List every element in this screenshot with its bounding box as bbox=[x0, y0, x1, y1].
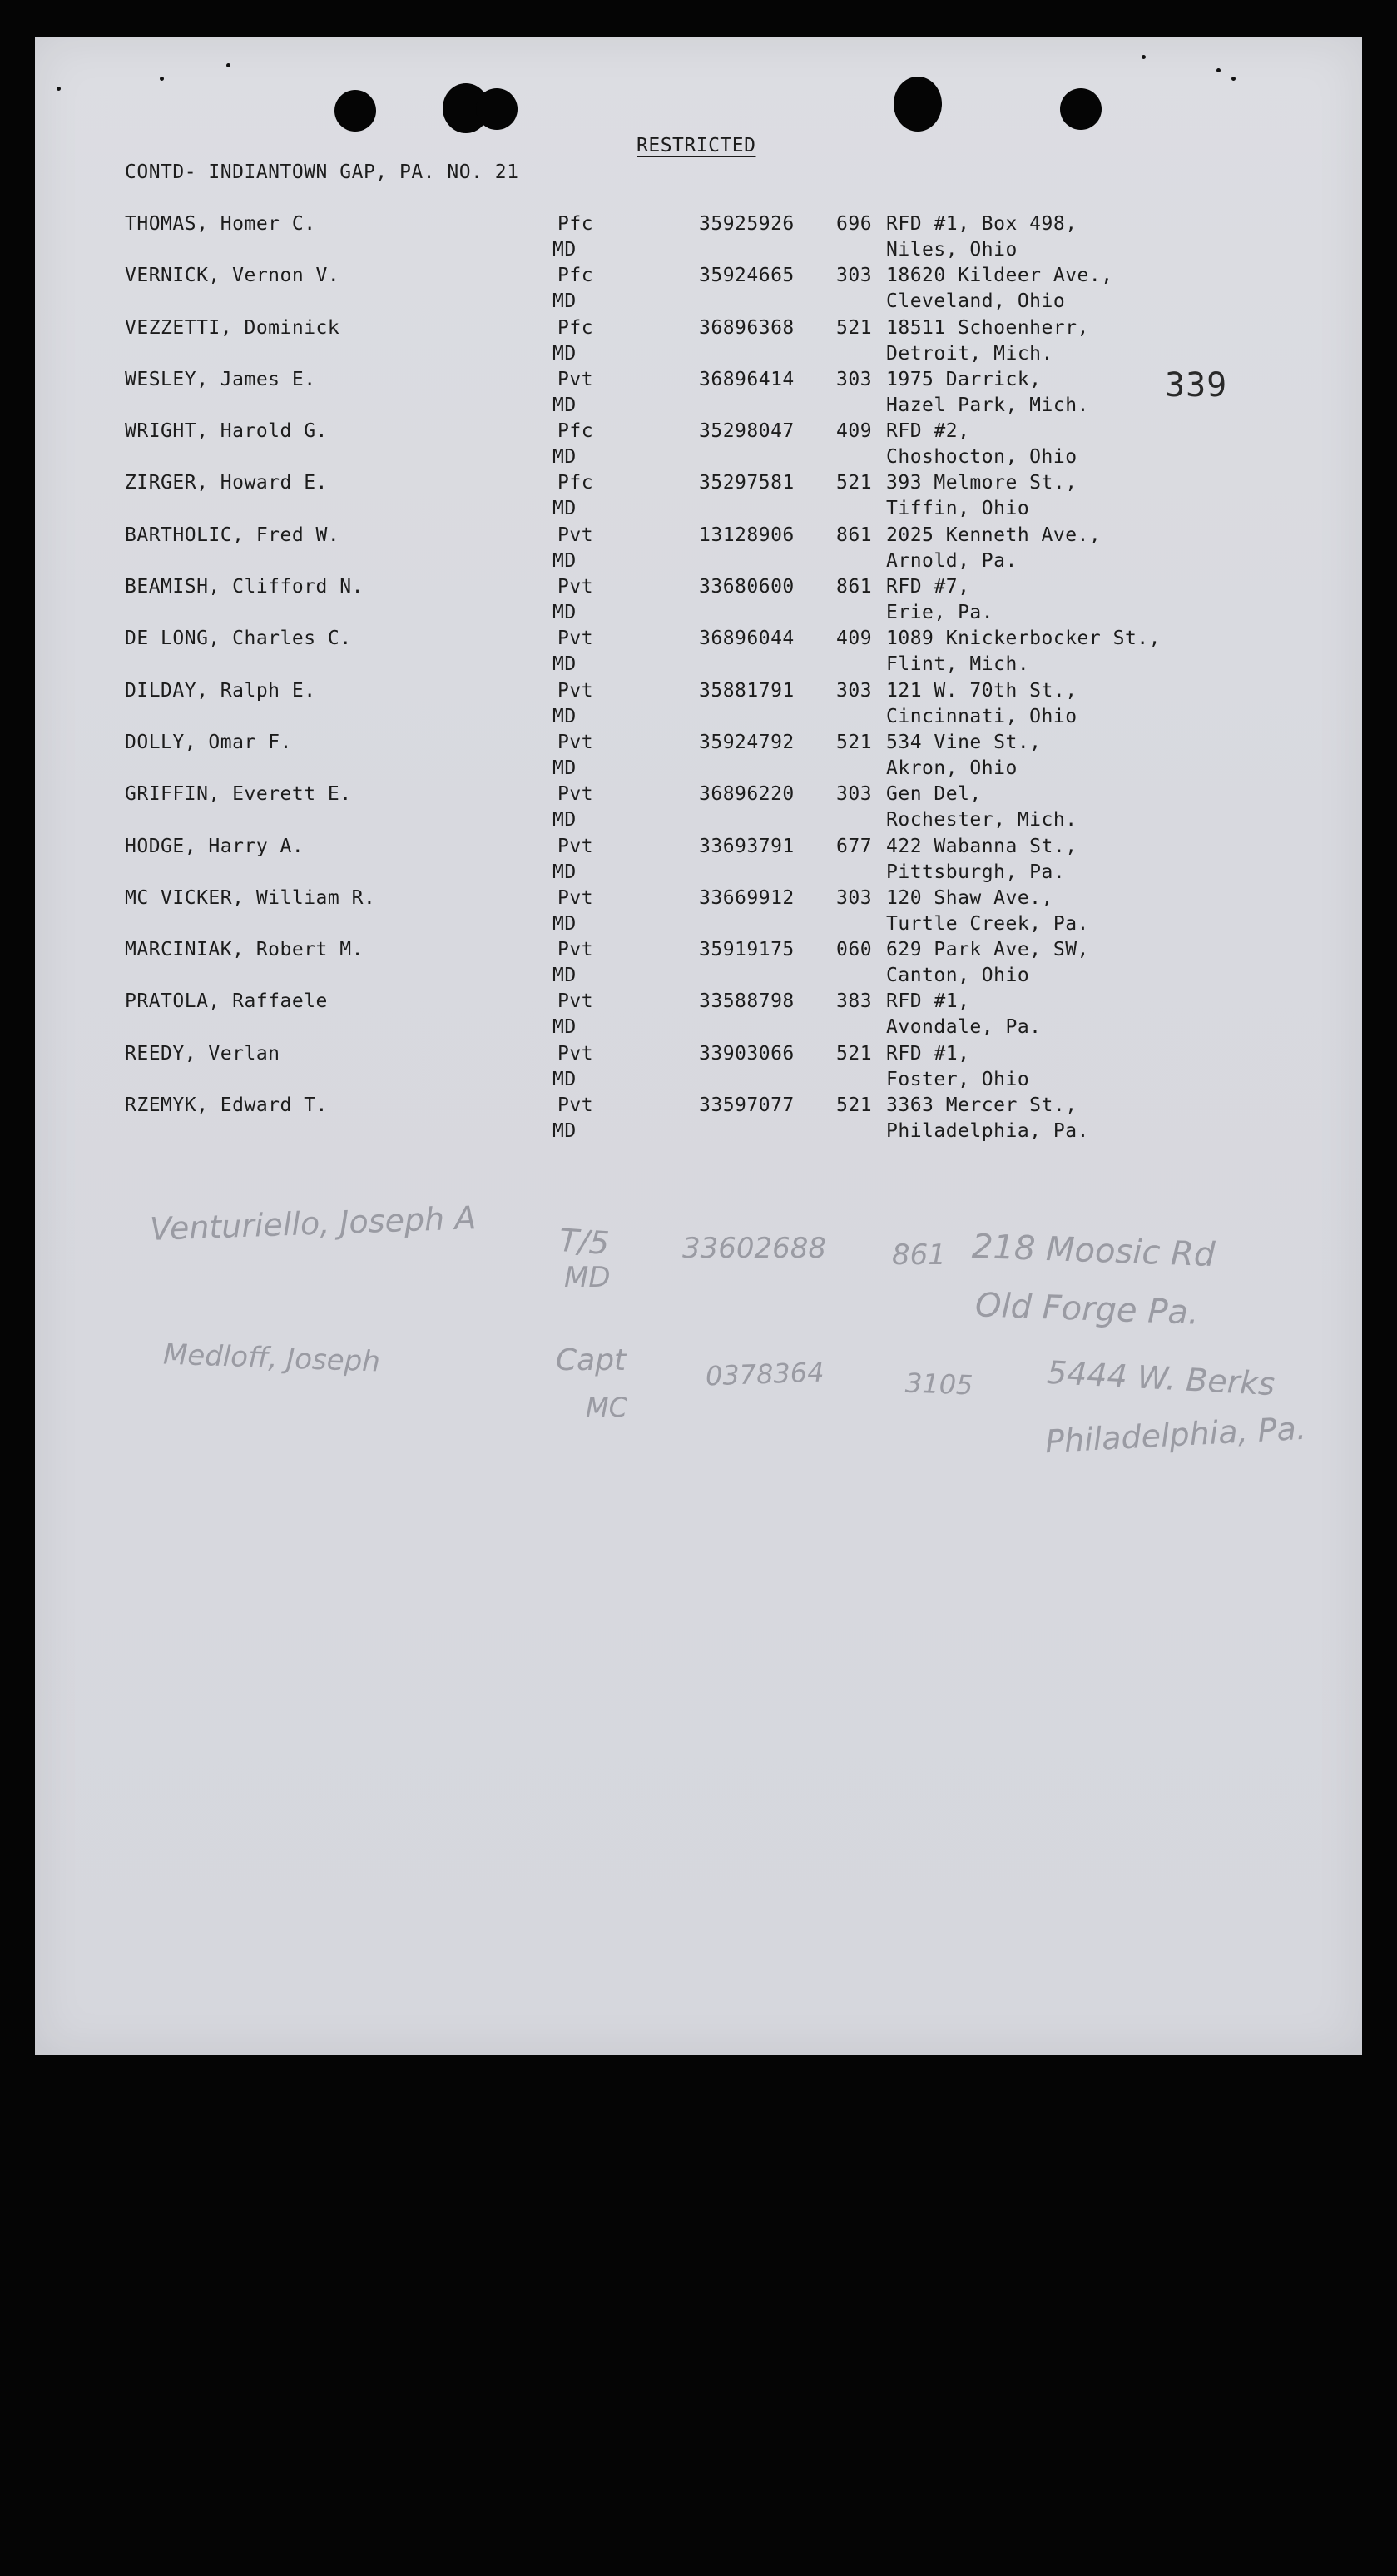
home-address bbox=[886, 834, 1077, 886]
home-address bbox=[886, 211, 1077, 263]
rank-unit bbox=[552, 937, 594, 989]
unit: MD bbox=[552, 1068, 577, 1090]
soldier-name: ZIRGER, Howard E. bbox=[125, 472, 328, 494]
handwritten-addr2: Philadelphia, Pa. bbox=[1044, 1409, 1307, 1461]
home-address bbox=[886, 470, 1077, 522]
address-street: 120 Shaw Ave., bbox=[886, 886, 1053, 909]
rank: Pfc bbox=[557, 420, 594, 443]
address-city: Niles, Ohio bbox=[886, 239, 1018, 261]
specialty-code: 303 bbox=[836, 886, 873, 909]
unit: MD bbox=[552, 705, 577, 727]
soldier-name: DILDAY, Ralph E. bbox=[125, 679, 316, 702]
address-street: 1975 Darrick, bbox=[886, 368, 1042, 390]
rank: Pvt bbox=[557, 939, 594, 961]
unit: MD bbox=[552, 602, 577, 624]
serial-number: 36896414 bbox=[699, 368, 795, 390]
serial-number: 35925926 bbox=[699, 213, 795, 235]
address-street: 18620 Kildeer Ave., bbox=[886, 265, 1113, 287]
home-address bbox=[886, 626, 1161, 678]
rank-unit bbox=[552, 367, 594, 419]
home-address bbox=[886, 574, 993, 626]
handwritten-code: 3105 bbox=[904, 1367, 974, 1402]
soldier-name: GRIFFIN, Everett E. bbox=[125, 783, 352, 806]
soldier-name: MC VICKER, William R. bbox=[125, 886, 376, 909]
serial-number: 35297581 bbox=[699, 472, 795, 494]
handwritten-rank: Capt bbox=[556, 1343, 627, 1377]
roster-row bbox=[125, 263, 1290, 315]
unit: MD bbox=[552, 239, 577, 261]
punch-hole bbox=[476, 88, 518, 130]
soldier-name: DE LONG, Charles C. bbox=[125, 628, 352, 650]
rank: Pfc bbox=[557, 213, 594, 235]
speck bbox=[57, 87, 61, 91]
address-city: Turtle Creek, Pa. bbox=[886, 912, 1089, 935]
roster-row bbox=[125, 626, 1290, 678]
rank-unit bbox=[552, 470, 594, 522]
roster-row bbox=[125, 315, 1290, 367]
rank-unit bbox=[552, 1093, 594, 1144]
roster-row bbox=[125, 574, 1290, 626]
specialty-code: 521 bbox=[836, 731, 873, 753]
rank-unit bbox=[552, 419, 594, 470]
soldier-name: THOMAS, Homer C. bbox=[125, 213, 316, 235]
speck bbox=[226, 63, 230, 67]
address-street: 534 Vine St., bbox=[886, 731, 1042, 753]
roster-row bbox=[125, 523, 1290, 574]
address-street: RFD #7, bbox=[886, 576, 970, 598]
address-street: 393 Melmore St., bbox=[886, 472, 1077, 494]
rank-unit bbox=[552, 523, 594, 574]
roster-row bbox=[125, 989, 1290, 1040]
rank-unit bbox=[552, 782, 594, 833]
specialty-code: 303 bbox=[836, 368, 873, 390]
punch-hole bbox=[894, 77, 942, 132]
rank-unit bbox=[552, 263, 594, 315]
address-city: Cleveland, Ohio bbox=[886, 290, 1066, 313]
handwritten-addr1: 5444 W. Berks bbox=[1046, 1353, 1276, 1403]
rank-unit bbox=[552, 834, 594, 886]
home-address bbox=[886, 1093, 1089, 1144]
handwritten-serial: 33602688 bbox=[682, 1232, 827, 1265]
roster-row bbox=[125, 937, 1290, 989]
rank: Pvt bbox=[557, 731, 594, 753]
address-city: Hazel Park, Mich. bbox=[886, 394, 1089, 416]
address-city: Pittsburgh, Pa. bbox=[886, 861, 1066, 883]
handwritten-code: 861 bbox=[892, 1238, 946, 1272]
rank-unit bbox=[552, 315, 594, 367]
specialty-code: 521 bbox=[836, 472, 873, 494]
serial-number: 33680600 bbox=[699, 576, 795, 598]
unit: MD bbox=[552, 498, 577, 520]
rank: Pvt bbox=[557, 628, 594, 650]
unit: MD bbox=[552, 809, 577, 831]
rank-unit bbox=[552, 678, 594, 730]
specialty-code: 521 bbox=[836, 1042, 873, 1065]
address-city: Erie, Pa. bbox=[886, 602, 994, 624]
unit: MD bbox=[552, 912, 577, 935]
home-address bbox=[886, 419, 1077, 470]
serial-number: 35881791 bbox=[699, 679, 795, 702]
unit: MD bbox=[552, 757, 577, 779]
serial-number: 33903066 bbox=[699, 1042, 795, 1065]
address-street: 18511 Schoenherr, bbox=[886, 316, 1089, 339]
roster-row bbox=[125, 1041, 1290, 1093]
rank-unit bbox=[552, 1041, 594, 1093]
rank-unit bbox=[552, 989, 594, 1040]
handwritten-unit: MC bbox=[586, 1392, 627, 1423]
rank: Pvt bbox=[557, 1042, 594, 1065]
roster-table bbox=[125, 211, 1290, 1144]
address-city: Akron, Ohio bbox=[886, 757, 1018, 779]
address-city: Tiffin, Ohio bbox=[886, 498, 1030, 520]
soldier-name: PRATOLA, Raffaele bbox=[125, 990, 328, 1013]
serial-number: 35924665 bbox=[699, 265, 795, 287]
rank: Pvt bbox=[557, 1094, 594, 1117]
address-street: 3363 Mercer St., bbox=[886, 1094, 1077, 1117]
rank: Pvt bbox=[557, 783, 594, 806]
address-street: RFD #1, Box 498, bbox=[886, 213, 1077, 235]
home-address bbox=[886, 937, 1089, 989]
roster-row bbox=[125, 470, 1290, 522]
roster-row bbox=[125, 211, 1290, 263]
soldier-name: HODGE, Harry A. bbox=[125, 835, 305, 857]
specialty-code: 303 bbox=[836, 265, 873, 287]
address-city: Avondale, Pa. bbox=[886, 1016, 1042, 1039]
speck bbox=[160, 77, 164, 81]
rank-unit bbox=[552, 574, 594, 626]
page-number-stamp: 339 bbox=[1165, 366, 1228, 405]
home-address bbox=[886, 730, 1042, 782]
roster-row bbox=[125, 834, 1290, 886]
soldier-name: WESLEY, James E. bbox=[125, 368, 316, 390]
serial-number: 33669912 bbox=[699, 886, 795, 909]
serial-number: 35924792 bbox=[699, 731, 795, 753]
serial-number: 35919175 bbox=[699, 939, 795, 961]
home-address bbox=[886, 263, 1113, 315]
unit: MD bbox=[552, 861, 577, 883]
rank: Pfc bbox=[557, 472, 594, 494]
roster-row bbox=[125, 419, 1290, 470]
address-city: Foster, Ohio bbox=[886, 1068, 1030, 1090]
specialty-code: 677 bbox=[836, 835, 873, 857]
serial-number: 36896220 bbox=[699, 783, 795, 806]
specialty-code: 696 bbox=[836, 213, 873, 235]
specialty-code: 521 bbox=[836, 316, 873, 339]
handwritten-addr1: 218 Moosic Rd bbox=[971, 1227, 1216, 1275]
rank: Pvt bbox=[557, 886, 594, 909]
specialty-code: 409 bbox=[836, 628, 873, 650]
speck bbox=[1216, 68, 1221, 72]
soldier-name: VEZZETTI, Dominick bbox=[125, 316, 340, 339]
unit: MD bbox=[552, 1016, 577, 1039]
address-street: 1089 Knickerbocker St., bbox=[886, 628, 1161, 650]
unit: MD bbox=[552, 446, 577, 469]
rank: Pvt bbox=[557, 576, 594, 598]
rank: Pfc bbox=[557, 265, 594, 287]
address-city: Cincinnati, Ohio bbox=[886, 705, 1077, 727]
soldier-name: BARTHOLIC, Fred W. bbox=[125, 524, 340, 546]
specialty-code: 861 bbox=[836, 524, 873, 546]
soldier-name: VERNICK, Vernon V. bbox=[125, 265, 340, 287]
roster-row bbox=[125, 678, 1290, 730]
home-address bbox=[886, 989, 1042, 1040]
unit: MD bbox=[552, 394, 577, 416]
soldier-name: BEAMISH, Clifford N. bbox=[125, 576, 364, 598]
rank: Pvt bbox=[557, 679, 594, 702]
roster-row bbox=[125, 730, 1290, 782]
serial-number: 36896368 bbox=[699, 316, 795, 339]
roster-row bbox=[125, 1093, 1290, 1144]
address-city: Detroit, Mich. bbox=[886, 342, 1053, 365]
home-address bbox=[886, 678, 1077, 730]
handwritten-unit: MD bbox=[564, 1261, 611, 1294]
specialty-code: 409 bbox=[836, 420, 873, 443]
soldier-name: RZEMYK, Edward T. bbox=[125, 1094, 328, 1117]
speck bbox=[1231, 77, 1236, 81]
handwritten-rank: T/5 bbox=[557, 1221, 611, 1263]
home-address bbox=[886, 782, 1077, 833]
rank-unit bbox=[552, 211, 594, 263]
unit: MD bbox=[552, 549, 577, 572]
address-city: Flint, Mich. bbox=[886, 653, 1030, 676]
address-street: RFD #1, bbox=[886, 990, 970, 1013]
handwritten-name: Venturiello, Joseph A bbox=[149, 1199, 477, 1248]
serial-number: 35298047 bbox=[699, 420, 795, 443]
roster-row bbox=[125, 782, 1290, 833]
rank: Pvt bbox=[557, 835, 594, 857]
address-street: 422 Wabanna St., bbox=[886, 835, 1077, 857]
home-address bbox=[886, 367, 1089, 419]
specialty-code: 303 bbox=[836, 783, 873, 806]
unit: MD bbox=[552, 1120, 577, 1143]
roster-row bbox=[125, 886, 1290, 937]
serial-number: 36896044 bbox=[699, 628, 795, 650]
punch-hole bbox=[1060, 88, 1102, 130]
rank: Pvt bbox=[557, 524, 594, 546]
address-street: RFD #2, bbox=[886, 420, 970, 443]
soldier-name: REEDY, Verlan bbox=[125, 1042, 280, 1065]
handwritten-serial: 0378364 bbox=[705, 1356, 825, 1392]
home-address bbox=[886, 315, 1089, 367]
rank-unit bbox=[552, 886, 594, 937]
address-street: 629 Park Ave, SW, bbox=[886, 939, 1089, 961]
document-header: CONTD- INDIANTOWN GAP, PA. NO. 21 bbox=[125, 161, 519, 183]
unit: MD bbox=[552, 342, 577, 365]
address-city: Choshocton, Ohio bbox=[886, 446, 1077, 469]
serial-number: 33693791 bbox=[699, 835, 795, 857]
home-address bbox=[886, 886, 1089, 937]
handwritten-name: Medloff, Joseph bbox=[162, 1338, 381, 1379]
serial-number: 13128906 bbox=[699, 524, 795, 546]
unit: MD bbox=[552, 653, 577, 676]
serial-number: 33597077 bbox=[699, 1094, 795, 1117]
speck bbox=[1142, 55, 1146, 59]
handwritten-addr2: Old Forge Pa. bbox=[974, 1286, 1200, 1333]
roster-row bbox=[125, 367, 1290, 419]
restricted-label: RESTRICTED bbox=[637, 135, 756, 156]
unit: MD bbox=[552, 290, 577, 313]
specialty-code: 303 bbox=[836, 679, 873, 702]
address-city: Canton, Ohio bbox=[886, 965, 1030, 987]
rank: Pvt bbox=[557, 368, 594, 390]
address-street: Gen Del, bbox=[886, 783, 982, 806]
soldier-name: MARCINIAK, Robert M. bbox=[125, 939, 364, 961]
rank-unit bbox=[552, 730, 594, 782]
unit: MD bbox=[552, 965, 577, 987]
serial-number: 33588798 bbox=[699, 990, 795, 1013]
soldier-name: DOLLY, Omar F. bbox=[125, 731, 292, 753]
specialty-code: 060 bbox=[836, 939, 873, 961]
rank: Pvt bbox=[557, 990, 594, 1013]
home-address bbox=[886, 1041, 1029, 1093]
specialty-code: 861 bbox=[836, 576, 873, 598]
punch-hole bbox=[334, 90, 376, 132]
address-street: RFD #1, bbox=[886, 1042, 970, 1065]
specialty-code: 383 bbox=[836, 990, 873, 1013]
rank: Pfc bbox=[557, 316, 594, 339]
soldier-name: WRIGHT, Harold G. bbox=[125, 420, 328, 443]
home-address bbox=[886, 523, 1101, 574]
address-city: Philadelphia, Pa. bbox=[886, 1120, 1089, 1143]
specialty-code: 521 bbox=[836, 1094, 873, 1117]
address-street: 2025 Kenneth Ave., bbox=[886, 524, 1102, 546]
address-city: Arnold, Pa. bbox=[886, 549, 1018, 572]
address-city: Rochester, Mich. bbox=[886, 809, 1077, 831]
address-street: 121 W. 70th St., bbox=[886, 679, 1077, 702]
rank-unit bbox=[552, 626, 594, 678]
